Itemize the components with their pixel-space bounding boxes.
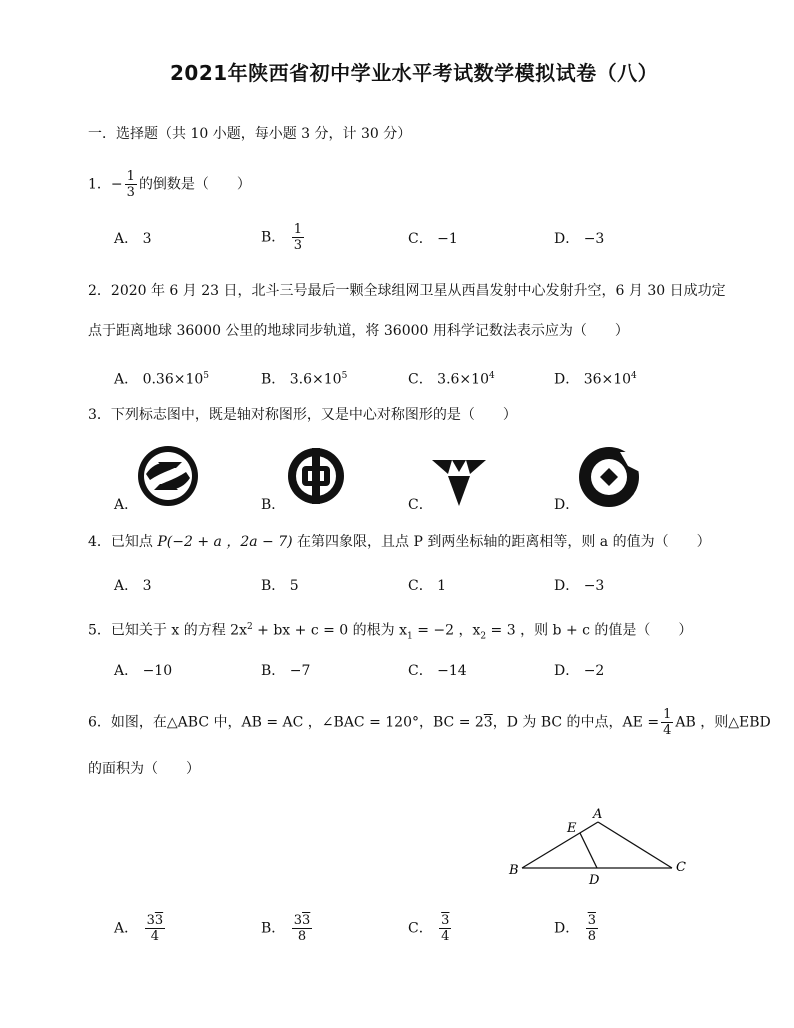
- q5-option-c[interactable]: C． −14: [408, 663, 467, 679]
- q4-option-c[interactable]: C． 1: [408, 578, 447, 594]
- q5-option-d[interactable]: D． −2: [554, 663, 605, 679]
- q1-option-d[interactable]: D． −3: [554, 231, 605, 247]
- q3-option-a[interactable]: A．: [114, 497, 139, 513]
- q2-option-b[interactable]: B． $3.6\times 10^5$: [261, 371, 348, 388]
- bank-of-china-logo-icon: [286, 446, 346, 506]
- question-2-line-2: 点于距离地球 36000 公里的地球同步轨道，将 36000 用科学记数法表示应为（ ）: [88, 323, 629, 339]
- q2-option-c[interactable]: C． $3.6\times 10^4$: [408, 371, 495, 388]
- label-a: A: [593, 807, 603, 822]
- q2-option-d[interactable]: D． $36\times 10^4$: [554, 371, 637, 388]
- q2-option-a[interactable]: A． $0.36\times 10^5$: [114, 371, 210, 388]
- q5-option-b[interactable]: B． −7: [261, 663, 311, 679]
- question-6-line-2: 的面积为（ ）: [88, 761, 200, 777]
- q1-option-a[interactable]: A． 3: [114, 231, 152, 247]
- segment-ac: [598, 822, 672, 868]
- label-d: D: [589, 873, 600, 888]
- q1-option-b[interactable]: B． $\frac{1}{3}$: [261, 222, 303, 253]
- q6-option-b[interactable]: B． $\frac{33}{8}$: [261, 913, 311, 944]
- q3-option-b[interactable]: B．: [261, 497, 286, 513]
- china-mobile-logo-icon: [136, 444, 200, 508]
- q4-option-a[interactable]: A． 3: [114, 578, 152, 594]
- question-2-line-1: 2．2020 年 6 月 23 日，北斗三号最后一颗全球组网卫星从西昌发射中心发射升空，6 月 30 日成功定: [88, 283, 726, 299]
- section-header: 一．选择题（共 10 小题，每小题 3 分，计 30 分）: [88, 126, 412, 142]
- q1-option-c[interactable]: C． −1: [408, 231, 458, 247]
- construction-bank-logo-icon: [578, 446, 640, 508]
- triangle-figure: [500, 800, 700, 890]
- q5-option-a[interactable]: A． −10: [114, 663, 173, 679]
- q6-option-c[interactable]: C． $\frac{3}{4}$: [408, 913, 450, 944]
- v-triangle-logo-icon: [432, 460, 486, 506]
- label-b: B: [509, 863, 519, 878]
- page-title: 2021年陕西省初中学业水平考试数学模拟试卷（八）: [170, 61, 659, 85]
- q4-option-d[interactable]: D． −3: [554, 578, 605, 594]
- q3-option-c[interactable]: C．: [408, 497, 433, 513]
- segment-ba: [522, 822, 598, 868]
- question-6-line-1: 6．如图，在△ABC 中，AB = AC ，∠BAC = 120°，BC = 23，D 为 BC 的中点，AE = $\frac{1}{4}$ AB ，则△EBD: [88, 707, 771, 738]
- q6-option-a[interactable]: A． $\frac{33}{4}$: [114, 913, 164, 944]
- label-e: E: [567, 821, 577, 836]
- question-1-stem: 1．− $\frac{1}{3}$ 的倒数是（ ）: [88, 169, 251, 200]
- question-3-stem: 3．下列标志图中，既是轴对称图形，又是中心对称图形的是（ ）: [88, 407, 517, 423]
- q6-option-d[interactable]: D． $\frac{3}{8}$: [554, 913, 596, 944]
- question-5-stem: 5．已知关于 x 的方程 $2x^2$ + bx + c = 0 的根为 $x_1 = -2$ ，$x_2 = 3$ ，则 b + c 的值是（ ）: [88, 622, 693, 642]
- q3-option-d[interactable]: D．: [554, 497, 580, 513]
- question-4-stem: 4．已知点 P(−2 + a ，2a − 7) 在第四象限，且点 P 到两坐标轴的距离相等，则 a 的值为（ ）: [88, 534, 711, 550]
- q4-option-b[interactable]: B． 5: [261, 578, 299, 594]
- segment-ed: [580, 833, 597, 868]
- label-c: C: [676, 860, 686, 875]
